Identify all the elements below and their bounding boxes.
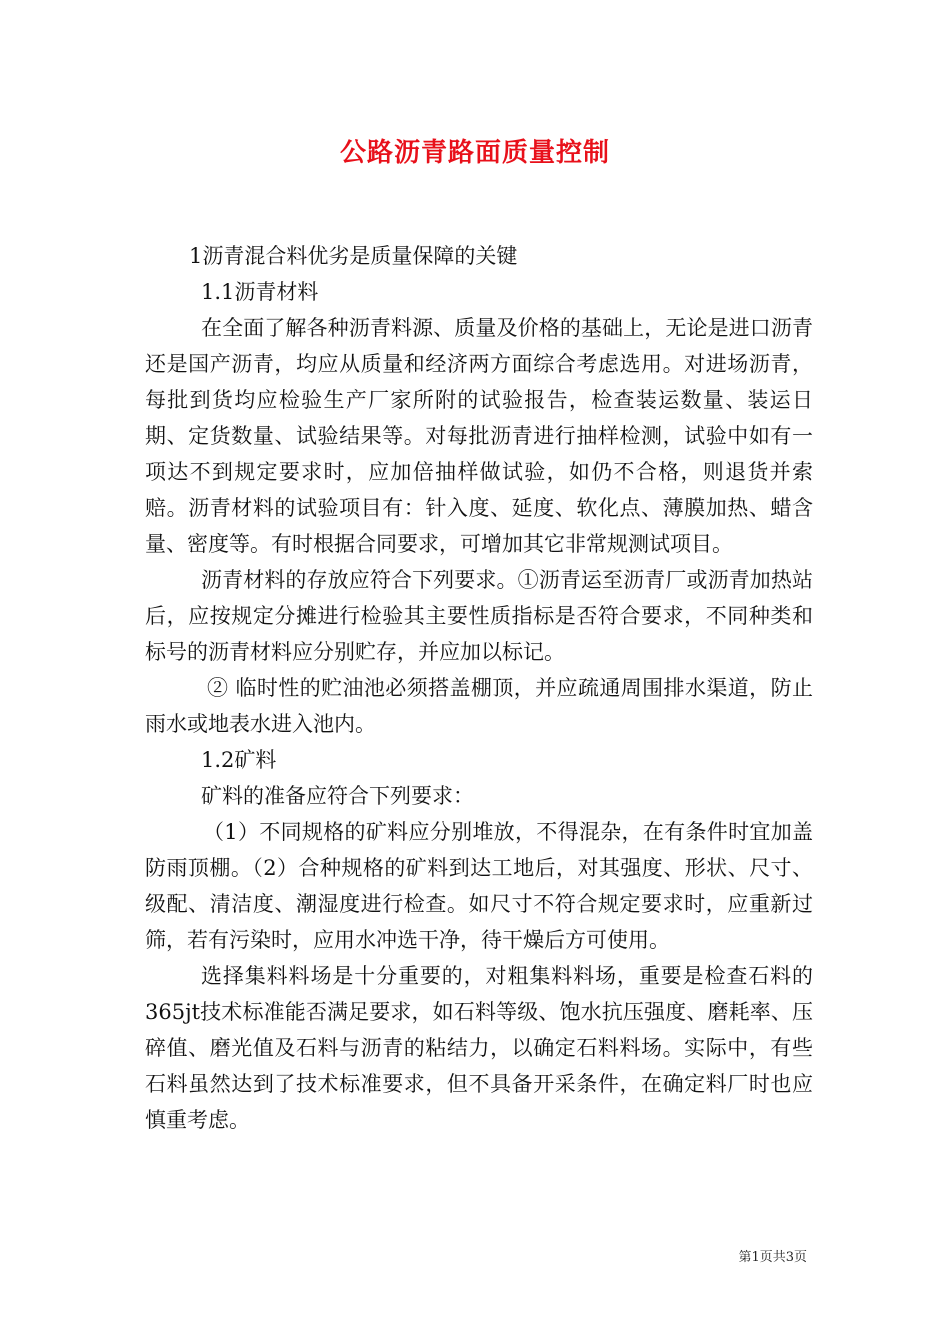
document-body (145, 238, 813, 1138)
paragraph-quarry-selection: 选择集料料场是十分重要的，对粗集料料场，重要是检查石料的365jt技术标准能否满足要求，如石料等级、饱水抗压强度、磨耗率、压碎值、磨光值及石料与沥青的粘结力，以确定石料料场。实际中，有些石料虽然达到了技术标准要求，但不具备开采条件，在确定料厂时也应慎重考虑。 (145, 964, 813, 1132)
subsection-heading-1-2: 1.2矿料 (201, 748, 277, 772)
paragraph-asphalt-storage: 沥青材料的存放应符合下列要求。①沥青运至沥青厂或沥青加热站后，应按规定分摊进行检验其主要性质指标是否符合要求，不同种类和标号的沥青材料应分别贮存，并应加以标记。 (145, 568, 813, 664)
paragraph-aggregate-intro: 矿料的准备应符合下列要求： (201, 784, 474, 808)
page-number: 第1页共3页 (738, 1250, 807, 1265)
paragraph-aggregate-requirements: （1）不同规格的矿料应分别堆放，不得混杂，在有条件时宜加盖防雨顶棚。（2）合种规格的矿料到达工地后，对其强度、形状、尺寸、级配、清洁度、潮湿度进行检查。如尺寸不符合规定要求时，应重新过筛，若有污染时，应用水冲选干净，待干燥后方可使用。 (145, 820, 813, 952)
section-heading-1: 1沥青混合料优劣是质量保障的关键 (189, 244, 518, 268)
paragraph-temporary-tank: ② 临时性的贮油池必须搭盖棚顶，并应疏通周围排水渠道，防止雨水或地表水进入池内。 (145, 676, 813, 736)
paragraph-asphalt-selection: 在全面了解各种沥青料源、质量及价格的基础上，无论是进口沥青还是国产沥青，均应从质量和经济两方面综合考虑选用。对进场沥青，每批到货均应检验生产厂家所附的试验报告，检查装运数量、装运日期、定货数量、试验结果等。对每批沥青进行抽样检测，试验中如有一项达不到规定要求时，应加倍抽样做试验，如仍不合格，则退货并索赔。沥青材料的试验项目有：针入度、延度、软化点、薄膜加热、蜡含量、密度等。有时根据合同要求，可增加其它非常规测试项目。 (145, 316, 813, 556)
document-title: 公路沥青路面质量控制 (339, 138, 610, 168)
subsection-heading-1-1: 1.1沥青材料 (201, 280, 319, 304)
